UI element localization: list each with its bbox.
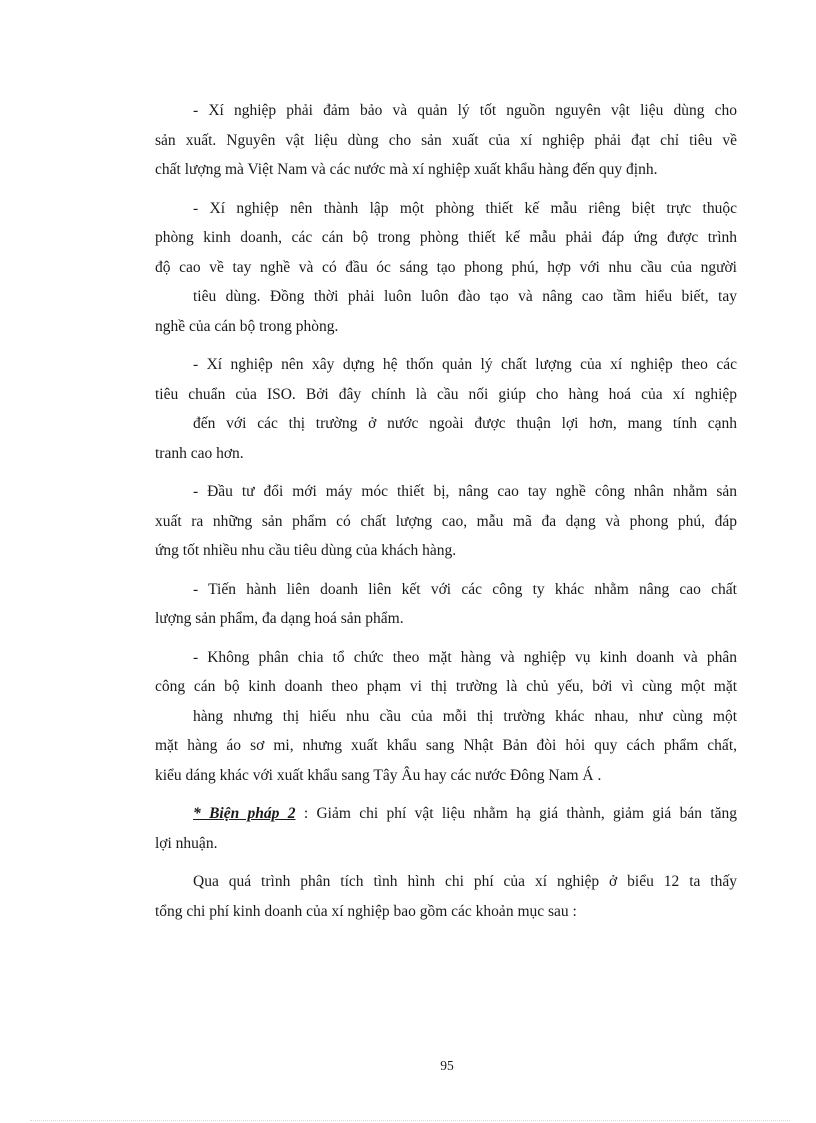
text-line: lượng sản phẩm, đa dạng hoá sản phẩm. <box>155 610 404 627</box>
text-line: Qua quá trình phân tích tình hình chi phí của xí nghiệp ở biểu 12 ta thấy <box>193 873 737 890</box>
text-line: lợi nhuận. <box>155 834 218 852</box>
text-line: - Xí nghiệp phải đảm bảo và quản lý tốt nguồn nguyên vật liệu dùng cho <box>193 102 737 119</box>
measure-heading: * Biện pháp 2 <box>193 805 296 822</box>
text-line: đến với các thị trường ở nước ngoài được thuận lợi hơn, mang tính cạnh <box>193 415 737 432</box>
text-line: hàng nhưng thị hiếu nhu cầu của mỗi thị trường khác nhau, như cùng một <box>193 707 737 725</box>
text-line: độ cao về tay nghề và có đầu óc sáng tạo phong phú, hợp với nhu cầu của người <box>155 258 737 276</box>
text-line: tranh cao hơn. <box>155 444 244 462</box>
text-line: - Không phân chia tổ chức theo mặt hàng và nghiệp vụ kinh doanh và phân <box>193 648 737 666</box>
text-line: chất lượng mà Việt Nam và các nước mà xí nghiệp xuất khẩu hàng đến quy định. <box>155 161 658 178</box>
text-line: phòng kinh doanh, các cán bộ trong phòng thiết kế mẫu phải đáp ứng được trình <box>155 229 737 246</box>
paragraph-joint-venture <box>155 575 737 634</box>
paragraph-equipment-investment <box>155 477 737 566</box>
text-line: xuất ra những sản phẩm có chất lượng cao, mẫu mã đa dạng và phong phú, đáp <box>155 512 737 530</box>
paragraph-raw-materials <box>155 96 737 185</box>
text-line: - Đầu tư đổi mới máy móc thiết bị, nâng cao tay nghề công nhân nhằm sản <box>193 483 737 500</box>
paragraph-measure-2 <box>155 799 737 858</box>
text-line <box>155 799 737 829</box>
text-line: tiêu dùng. Đồng thời phải luôn luôn đào tạo và nâng cao tầm hiểu biết, tay <box>193 288 737 305</box>
text-line: công cán bộ kinh doanh theo phạm vi thị trường là chủ yếu, bởi vì cùng một mặt <box>155 678 737 695</box>
text-line: tổng chi phí kinh doanh của xí nghiệp bao gồm các khoản mục sau : <box>155 902 577 920</box>
text-line: ứng tốt nhiều nhu cầu tiêu dùng của khách hàng. <box>155 542 457 559</box>
text-line: - Xí nghiệp nên thành lập một phòng thiết kế mẫu riêng biệt trực thuộc <box>193 199 737 217</box>
paragraph-iso-quality <box>155 350 737 468</box>
paragraph-design-department <box>155 194 737 342</box>
text-line: kiểu dáng khác với xuất khẩu sang Tây Âu hay các nước Đông Nam Á . <box>155 766 602 784</box>
text-line: - Tiến hành liên doanh liên kết với các công ty khác nhằm nâng cao chất <box>193 580 737 598</box>
text-line: tiêu chuẩn của ISO. Bởi đây chính là cầu nối giúp cho hàng hoá của xí nghiệp <box>155 385 737 403</box>
body-text <box>155 96 737 935</box>
footer-divider <box>30 1120 790 1121</box>
text-line: nghề của cán bộ trong phòng. <box>155 317 339 335</box>
measure-description: : Giảm chi phí vật liệu nhằm hạ giá thành, giảm giá bán tăng <box>295 805 737 822</box>
paragraph-cost-analysis <box>155 867 737 926</box>
paragraph-organization <box>155 643 737 791</box>
text-line: mặt hàng áo sơ mi, nhưng xuất khẩu sang Nhật Bản đòi hỏi quy cách phẩm chất, <box>155 737 737 754</box>
page-number: 95 <box>440 1058 454 1073</box>
text-line: sản xuất. Nguyên vật liệu dùng cho sản xuất của xí nghiệp phải đạt chỉ tiêu về <box>155 131 737 149</box>
text-line: - Xí nghiệp nên xây dựng hệ thốn quản lý chất lượng của xí nghiệp theo các <box>193 356 737 373</box>
